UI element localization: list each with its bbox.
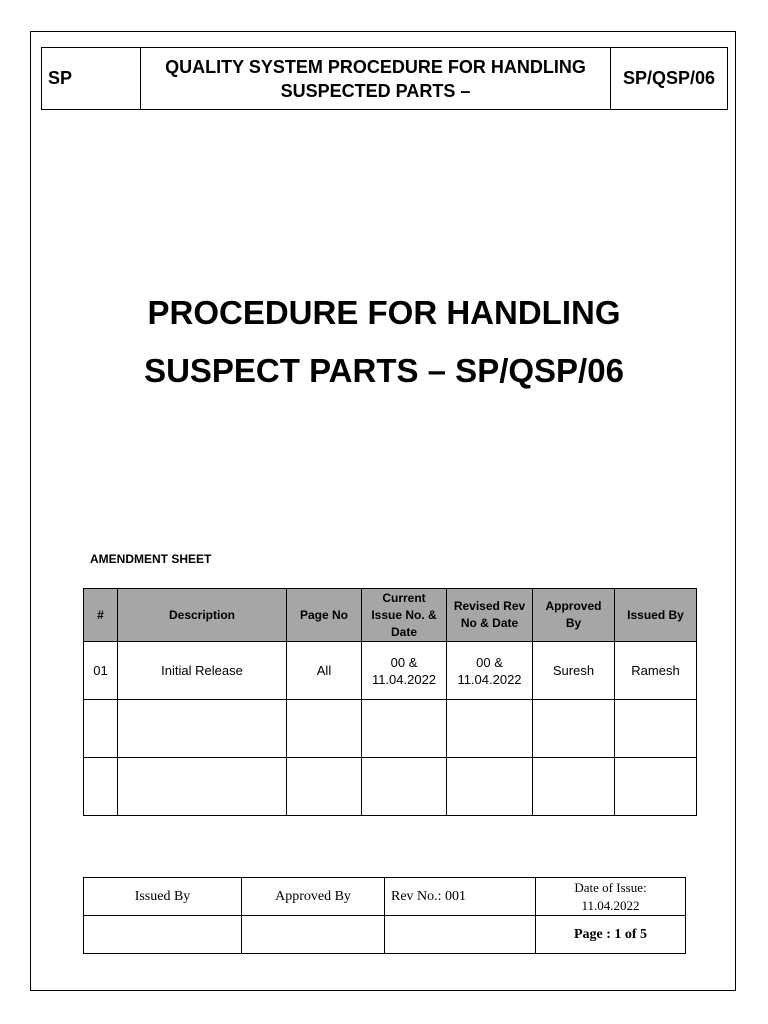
footer-rev-no: Rev No.: 001 (385, 878, 536, 916)
footer-issued-by-signature (84, 916, 242, 954)
footer-date-of-issue (536, 878, 686, 916)
col-header-approved-line2: By (565, 616, 582, 630)
cell-page-no: All (287, 642, 362, 700)
footer-issued-by: Issued By (84, 878, 242, 916)
cell-approved-by: Suresh (533, 642, 615, 700)
cell-revised-line2: 11.04.2022 (457, 671, 522, 687)
page-border (30, 31, 736, 991)
header-title-line2: SUSPECTED PARTS – (280, 80, 471, 101)
cell-description: Initial Release (118, 642, 287, 700)
page-title-line1: PROCEDURE FOR HANDLING (147, 294, 621, 331)
cell-revised-rev (447, 642, 533, 700)
footer-rev-blank (385, 916, 536, 954)
header-title-line1: QUALITY SYSTEM PROCEDURE FOR HANDLING (165, 56, 586, 77)
footer-approved-by: Approved By (242, 878, 385, 916)
cell-issued-by: Ramesh (615, 642, 697, 700)
col-header-description: Description (118, 589, 287, 642)
header-title (141, 48, 611, 110)
col-header-revised-line1: Revised Rev (453, 599, 526, 613)
table-row (84, 642, 697, 700)
col-header-revised-rev (447, 589, 533, 642)
col-header-issued-by: Issued By (615, 589, 697, 642)
page-title (41, 284, 727, 400)
col-header-current-line2: Issue No. & (371, 607, 437, 622)
col-header-current-line3: Date (390, 624, 417, 639)
col-header-num: # (84, 589, 118, 642)
cell-current-line2: 11.04.2022 (371, 671, 437, 687)
table-row-empty (84, 758, 697, 816)
col-header-page-no: Page No (287, 589, 362, 642)
footer-page-number: Page : 1 of 5 (536, 916, 686, 954)
amendment-sheet-label: AMENDMENT SHEET (90, 552, 212, 566)
col-header-current-issue (362, 589, 447, 642)
table-row-empty (84, 700, 697, 758)
footer-date-value: 11.04.2022 (581, 897, 640, 913)
approval-footer (83, 877, 686, 954)
cell-num: 01 (84, 642, 118, 700)
amendment-header-row (84, 589, 697, 642)
document-header (41, 47, 728, 110)
col-header-approved-by (533, 589, 615, 642)
cell-revised-line1: 00 & (476, 654, 503, 670)
footer-approved-by-signature (242, 916, 385, 954)
footer-date-label: Date of Issue: (574, 879, 647, 895)
col-header-current-line1: Current (382, 590, 426, 605)
cell-current-issue (362, 642, 447, 700)
col-header-approved-line1: Approved (545, 599, 602, 613)
cell-current-line1: 00 & (390, 654, 418, 670)
company-code: SP (42, 48, 141, 110)
col-header-revised-line2: No & Date (460, 616, 519, 630)
page-title-line2: SUSPECT PARTS – SP/QSP/06 (144, 352, 624, 389)
document-number: SP/QSP/06 (611, 48, 728, 110)
amendment-table (83, 588, 697, 816)
